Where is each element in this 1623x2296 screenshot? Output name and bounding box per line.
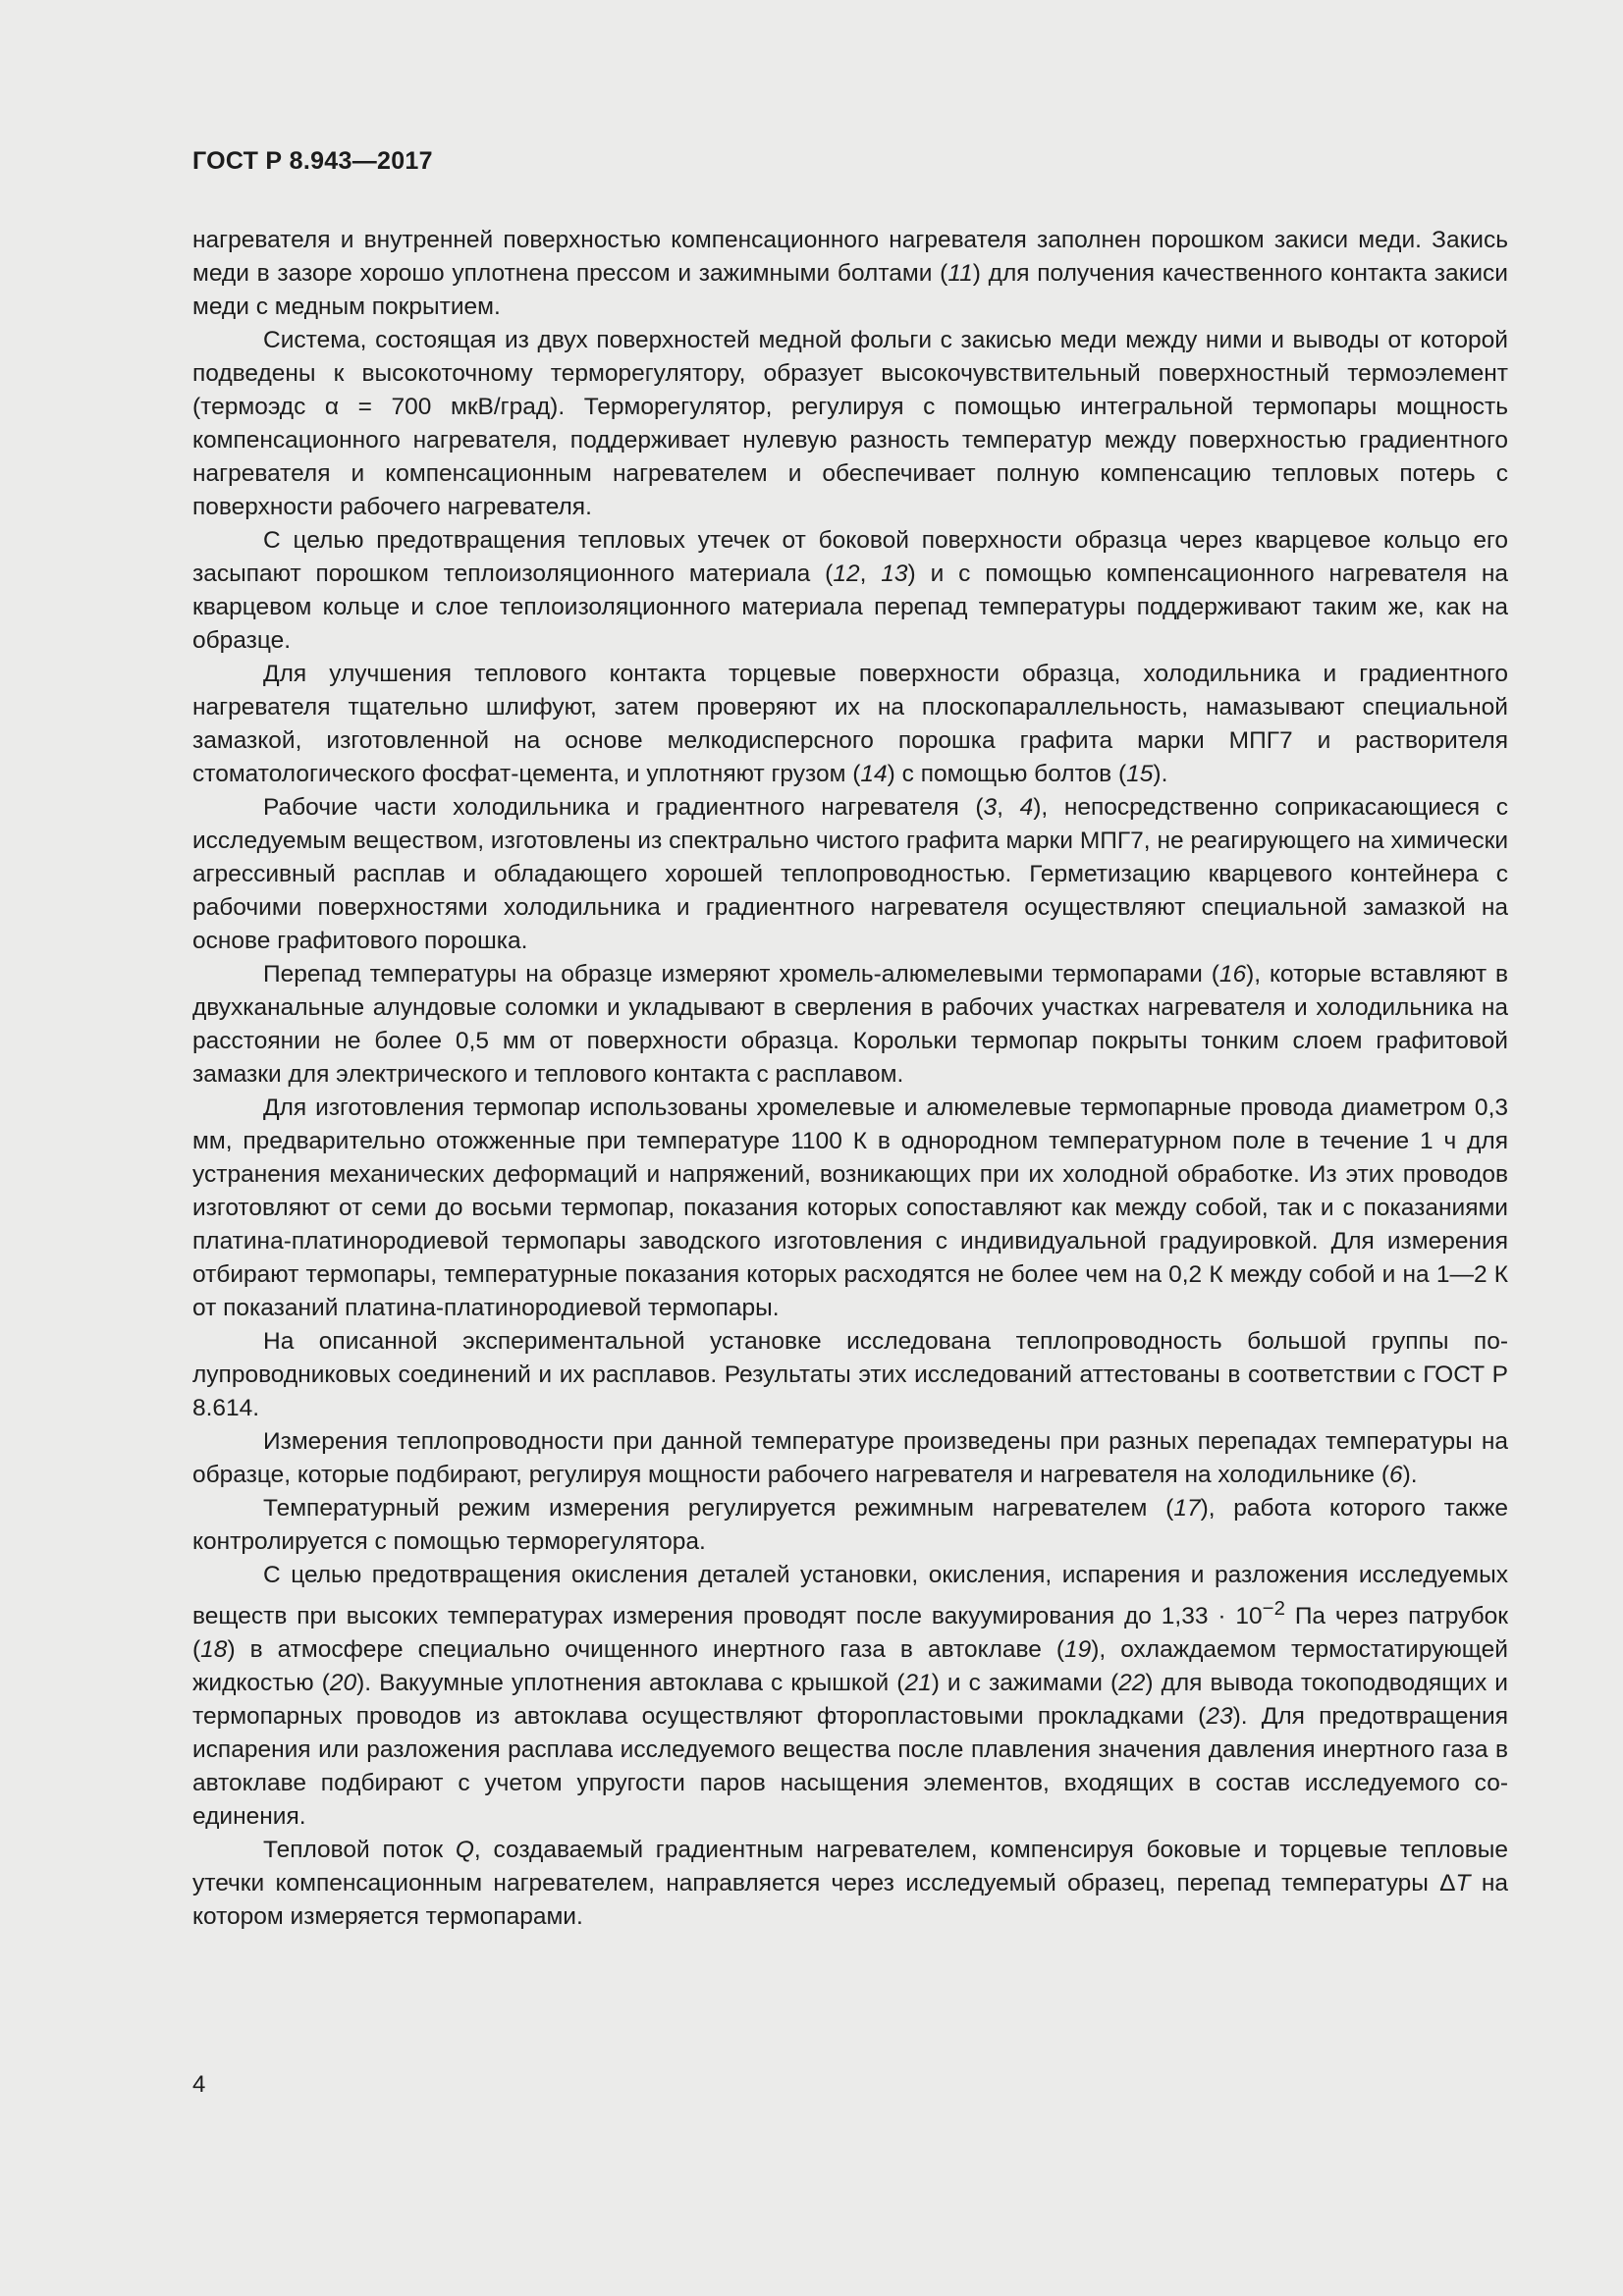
- paragraph: На описанной экспериментальной установке исследована теплопроводность большой группы полупроводниковых соединений и их расплавов. Результаты этих исследований аттестованы в соответствии с ГОСТ Р 8.614.: [192, 1328, 1508, 1421]
- paragraph: Измерения теплопроводности при данной температуре произведены при разных перепадах температуры на образце, которые подбирают, регулируя мощности рабочего нагревателя и нагревателя на холодильнике (6).: [192, 1428, 1508, 1488]
- paragraph: Температурный режим измерения регулируется режимным нагревателем (17), работа которого также контролируется с помощью терморегулятора.: [192, 1495, 1508, 1555]
- document-body: [192, 224, 1508, 1934]
- paragraph: С целью предотвращения окисления деталей установки, окисления, испарения и разложения исследуемых веществ при высоких температурах измерения проводят после вакуумирования до $1,33 \cdot 10^{-2}$ Па через патрубок (18) в атмосфере специально очищенного инертного газа в автоклаве (19), охлаждаемом термостатирующей жидкостью (20). Вакуумные уплотнения автоклава с крышкой (21) и с зажимами (22) для вывода токоподводящих и термопарных проводов из автоклава осуществляют фторопластовыми прокладками (23). Для предотвращения испарения или разложения расплава исследуемого вещества после плавления значения давления инертного газа в автоклаве подбирают с учетом упругости паров насыщения элементов, входящих в состав исследуемого соединения.: [192, 1562, 1509, 1831]
- paragraph: Для изготовления термопар использованы хромелевые и алюмелевые термопарные провода диаметром 0,3 мм, предварительно отожженные при температуре 1100 К в однородном температурном поле в течение 1 ч для устранения механических деформаций и напряжений, возникающих при их холодной обработке. Из этих проводов изготовляют от семи до восьми термопар, показания которых сопоставляют как между собой, так и с показаниями платина-платинородиевой термопары заводского изготовления с индивидуальной градуировкой. Для измерения отбирают термопары, температурные показания которых расходятся не более чем на 0,2 К между собой и на 1—2 К от показаний платина-платинородиевой термопары.: [192, 1095, 1508, 1321]
- paragraph: Тепловой поток Q, создаваемый градиентным нагревателем, компенсируя боковые и торцевые тепловые утечки компенсационным нагревателем, направляется через исследуемый образец, перепад температуры ΔT на котором измеряется термопарами.: [192, 1837, 1508, 1931]
- paragraph: Рабочие части холодильника и градиентного нагревателя (3, 4), непосредственно соприкасающиеся с исследуемым веществом, изготовлены из спектрально чистого графита марки МПГ7, не реагирующего на химически агрессивный расплав и обладающего хорошей теплопроводностью. Герметизацию кварцевого контейнера с рабочими поверхностями холодильника и градиентного нагревателя осуществляют специальной замазкой на основе графитового порошка.: [192, 794, 1508, 954]
- paragraph: Система, состоящая из двух поверхностей медной фольги с закисью меди между ними и выводы от которой подведены к высокоточному терморегулятору, образует высокочувствительный поверхностный термоэлемент (термоэдс α = 700 мкВ/град). Терморегулятор, регулируя с помощью интегральной термопары мощность компенсационного нагревателя, поддерживает нулевую разность температур между поверхностью градиентного нагревателя и компенсационным нагревателем и обеспечивает полную компенсацию тепловых потерь с поверхности рабочего нагревателя.: [192, 327, 1508, 520]
- paragraph: С целью предотвращения тепловых утечек от боковой поверхности образца через кварцевое кольцо его засыпают порошком теплоизоляционного материала (12, 13) и с помощью компенсационного нагревателя на кварцевом кольце и слое теплоизоляционного материала перепад температуры поддерживают таким же, как на образце.: [192, 527, 1508, 654]
- paragraph: Для улучшения теплового контакта торцевые поверхности образца, холодильника и градиентного нагревателя тщательно шлифуют, затем проверяют их на плоскопараллельность, намазывают специальной замазкой, изготовленной на основе мелкодисперсного порошка графита марки МПГ7 и растворителя стоматологического фосфат-цемента, и уплотняют грузом (14) с помощью болтов (15).: [192, 661, 1508, 787]
- paragraph: нагревателя и внутренней поверхностью компенсационного нагревателя заполнен порошком закиси меди. Закись меди в зазоре хорошо уплотнена прессом и зажимными болтами (11) для получения качественного контакта закиси меди с медным покрытием.: [192, 227, 1508, 320]
- page-number: 4: [192, 2071, 206, 2098]
- document-header: ГОСТ Р 8.943—2017: [192, 147, 433, 175]
- paragraph: Перепад температуры на образце измеряют хромель-алюмелевыми термопарами (16), которые вставляют в двухканальные алундовые соломки и укладывают в сверления в рабочих участках нагревателя и холодильника на расстоянии не более 0,5 мм от поверхности образца. Корольки термопар покрыты тонким слоем графитовой замазки для электрического и теплового контакта с расплавом.: [192, 961, 1508, 1088]
